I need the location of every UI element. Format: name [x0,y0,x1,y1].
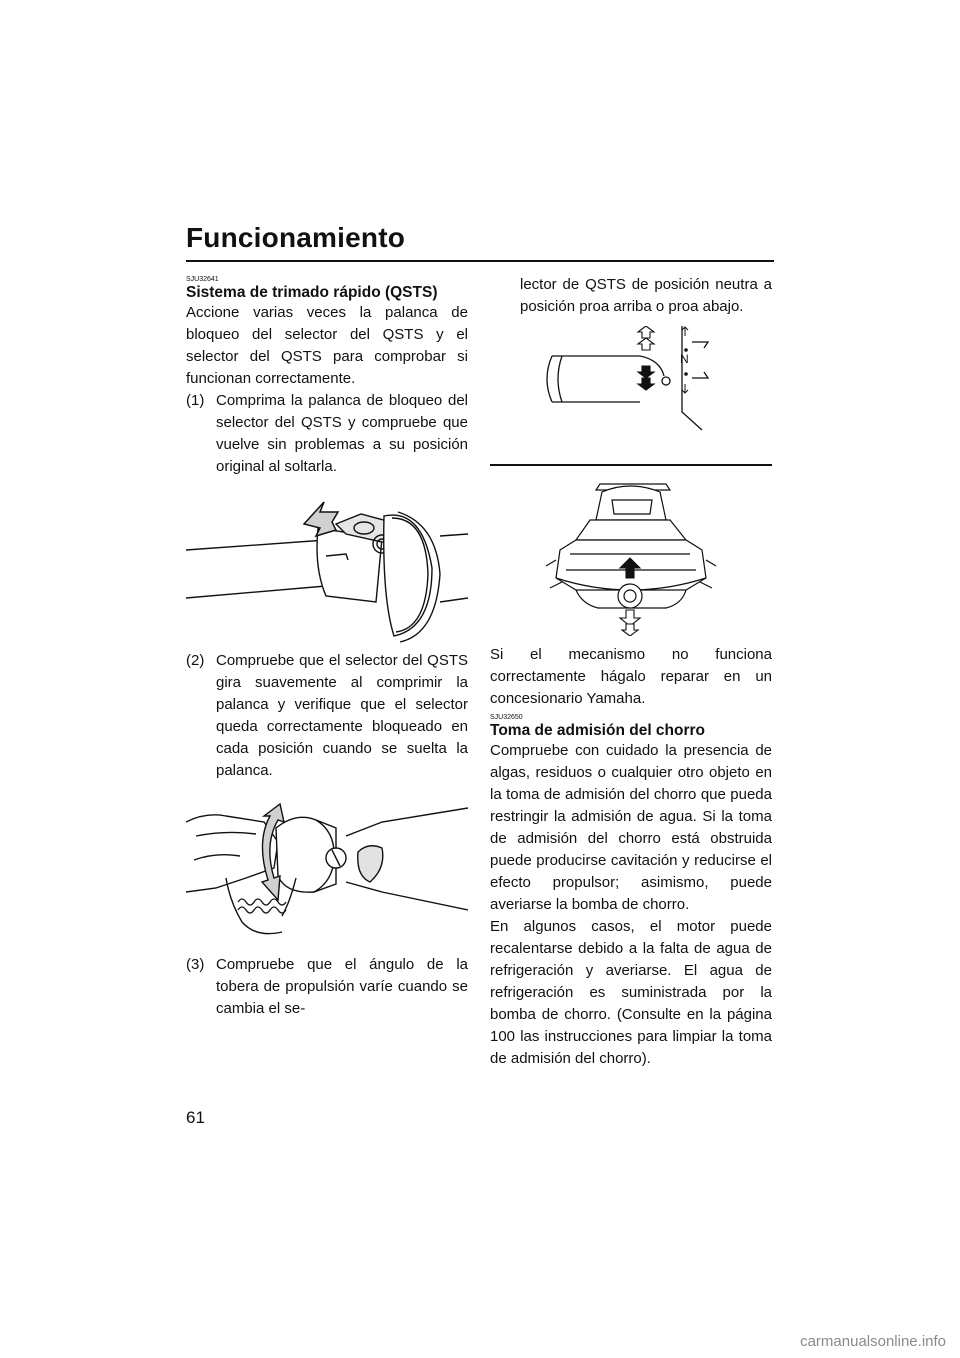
neutral-label: N [680,352,689,366]
repair-note: Si el mecanismo no funciona correctamente hágalo reparar en un concesionario Yamaha. [490,646,772,707]
step-text: Comprima la palanca de bloqueo del selector del QSTS y compruebe que vuelve sin problemas a su posición original al soltarla. [216,392,468,475]
section-title: Toma de admisión del chorro [490,722,706,739]
qsts-selector-drawing [490,326,772,450]
selector-rotation-illustration [186,782,468,954]
paragraph: Compruebe con cuidado la presencia de algas, residuos o cualquier otro objeto en la toma de admisión del chorro que pueda restringir la admisión de agua. Si la toma de admisión del chorro está obstruida puede producirse cavitación y reducirse el efecto propulsor; asimismo, puede averiarse la bomba de chorro. [490,742,772,913]
right-column [490,274,772,1070]
step-text: Compruebe que el selector del QSTS gira suavemente al comprimir la palanca y verifique que el selector queda correctamente bloqueado en cada posición cuando se suelta la palanca. [216,652,468,779]
section-intro: Accione varias veces la palanca de bloqueo del selector del QSTS y el selector del QSTS para comprobar si funcionan correctamente. [186,304,468,387]
left-column [186,274,468,1020]
step-text: Compruebe que el ángulo de la tobera de propulsión varíe cuando se cambia el se- [216,956,468,1017]
step-number: (3) [186,956,205,973]
step-1 [186,390,468,478]
header-rule [186,260,774,262]
section-code: SJU32650 [490,714,523,721]
step-3-continued: lector de QSTS de posición neutra a posición proa arriba o proa abajo. [520,276,772,315]
figure-divider [490,464,772,466]
page-number: 61 [186,1108,205,1127]
qsts-selector-diagram [490,326,772,450]
step-number: (1) [186,392,205,409]
lock-lever-illustration [186,478,468,650]
page-title: Funcionamiento [186,222,406,253]
page-header [186,222,774,262]
watercraft-rear-illustration [490,470,772,636]
step-number: (2) [186,652,205,669]
section-code: SJU32641 [186,276,219,283]
step-3 [186,954,468,1020]
step-2 [186,650,468,782]
paragraph: En algunos casos, el motor puede recalentarse debido a la falta de agua de refrigeración y averiarse. El agua de refrigeración es suministrada por la bomba de chorro. (Consulte en la página 100 las instrucciones para limpiar la toma de admisión del chorro). [490,918,772,1067]
section-title: Sistema de trimado rápido (QSTS) [186,284,438,301]
watermark: carmanualsonline.info [800,1333,946,1350]
